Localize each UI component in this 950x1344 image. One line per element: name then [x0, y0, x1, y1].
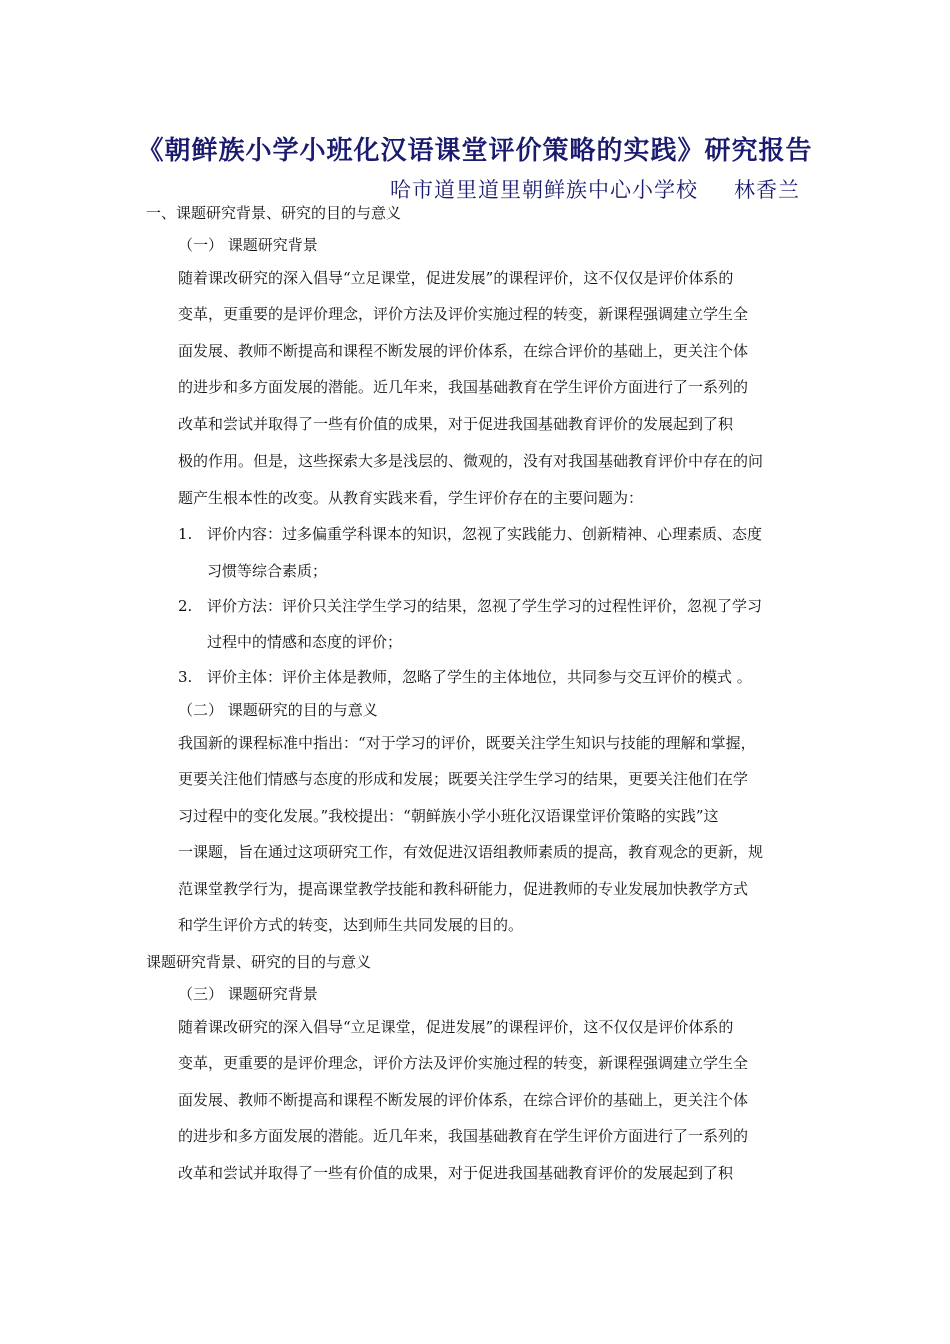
paragraph-line: 随着课改研究的深入倡导“立足课堂，促进发展”的课程评价，这不仅仅是评价体系的: [178, 269, 734, 287]
author-name: 林香兰: [734, 178, 800, 202]
section-heading: 课题研究背景、研究的目的与意义: [146, 953, 372, 971]
list-item-number: 3.: [178, 668, 193, 686]
list-item-number: 2.: [178, 597, 193, 615]
paragraph-line: 变革，更重要的是评价理念，评价方法及评价实施过程的转变，新课程强调建立学生全: [178, 305, 749, 323]
list-item-text: 习惯等综合素质；: [207, 562, 328, 580]
school-name: 哈市道里道里朝鲜族中心小学校: [390, 178, 698, 202]
document-title: 《朝鲜族小学小班化汉语课堂评价策略的实践》研究报告: [137, 136, 813, 166]
paragraph-line: 面发展、教师不断提高和课程不断发展的评价体系，在综合评价的基础上，更关注个体: [178, 342, 749, 360]
section-heading: 一、课题研究背景、研究的目的与意义: [146, 204, 402, 222]
paragraph-line: 极的作用。但是，这些探索大多是浅层的、微观的，没有对我国基础教育评价中存在的问: [178, 452, 764, 470]
list-item-number: 1.: [178, 525, 193, 543]
paragraph-line: 我国新的课程标准中指出：“对于学习的评价，既要关注学生知识与技能的理解和掌握，: [178, 734, 756, 752]
paragraph-line: 的进步和多方面发展的潜能。近几年来，我国基础教育在学生评价方面进行了一系列的: [178, 378, 749, 396]
paragraph-line: 更要关注他们情感与态度的形成和发展；既要关注学生学习的结果，更要关注他们在学: [178, 770, 749, 788]
paragraph-line: 改革和尝试并取得了一些有价值的成果，对于促进我国基础教育评价的发展起到了积: [178, 415, 734, 433]
list-item-text: 过程中的情感和态度的评价；: [207, 633, 403, 651]
paragraph-line: 变革，更重要的是评价理念，评价方法及评价实施过程的转变，新课程强调建立学生全: [178, 1054, 749, 1072]
paragraph-line: 改革和尝试并取得了一些有价值的成果，对于促进我国基础教育评价的发展起到了积: [178, 1164, 734, 1182]
byline: [390, 174, 800, 204]
subsection-heading: （二） 课题研究的目的与意义: [178, 701, 378, 719]
paragraph-line: 一课题，旨在通过这项研究工作，有效促进汉语组教师素质的提高，教育观念的更新，规: [178, 843, 764, 861]
paragraph-line: 面发展、教师不断提高和课程不断发展的评价体系，在综合评价的基础上，更关注个体: [178, 1091, 749, 1109]
list-item-text: 评价内容：过多偏重学科课本的知识，忽视了实践能力、创新精神、心理素质、态度: [207, 525, 763, 543]
list-item-text: 评价方法：评价只关注学生学习的结果，忽视了学生学习的过程性评价，忽视了学习: [207, 597, 763, 615]
paragraph-line: 范课堂教学行为，提高课堂教学技能和教科研能力，促进教师的专业发展加快教学方式: [178, 880, 749, 898]
paragraph-line: 随着课改研究的深入倡导“立足课堂，促进发展”的课程评价，这不仅仅是评价体系的: [178, 1018, 734, 1036]
subsection-heading: （三） 课题研究背景: [178, 985, 318, 1003]
subsection-heading: （一） 课题研究背景: [178, 236, 318, 254]
list-item-text: 评价主体：评价主体是教师，忽略了学生的主体地位，共同参与交互评价的模式 。: [207, 668, 752, 686]
paragraph-line: 的进步和多方面发展的潜能。近几年来，我国基础教育在学生评价方面进行了一系列的: [178, 1127, 749, 1145]
paragraph-line: 习过程中的变化发展。”我校提出：“朝鲜族小学小班化汉语课堂评价策略的实践”这: [178, 807, 719, 825]
paragraph-line: 题产生根本性的改变。从教育实践来看，学生评价存在的主要问题为：: [178, 489, 644, 507]
paragraph-line: 和学生评价方式的转变，达到师生共同发展的目的。: [178, 916, 524, 934]
